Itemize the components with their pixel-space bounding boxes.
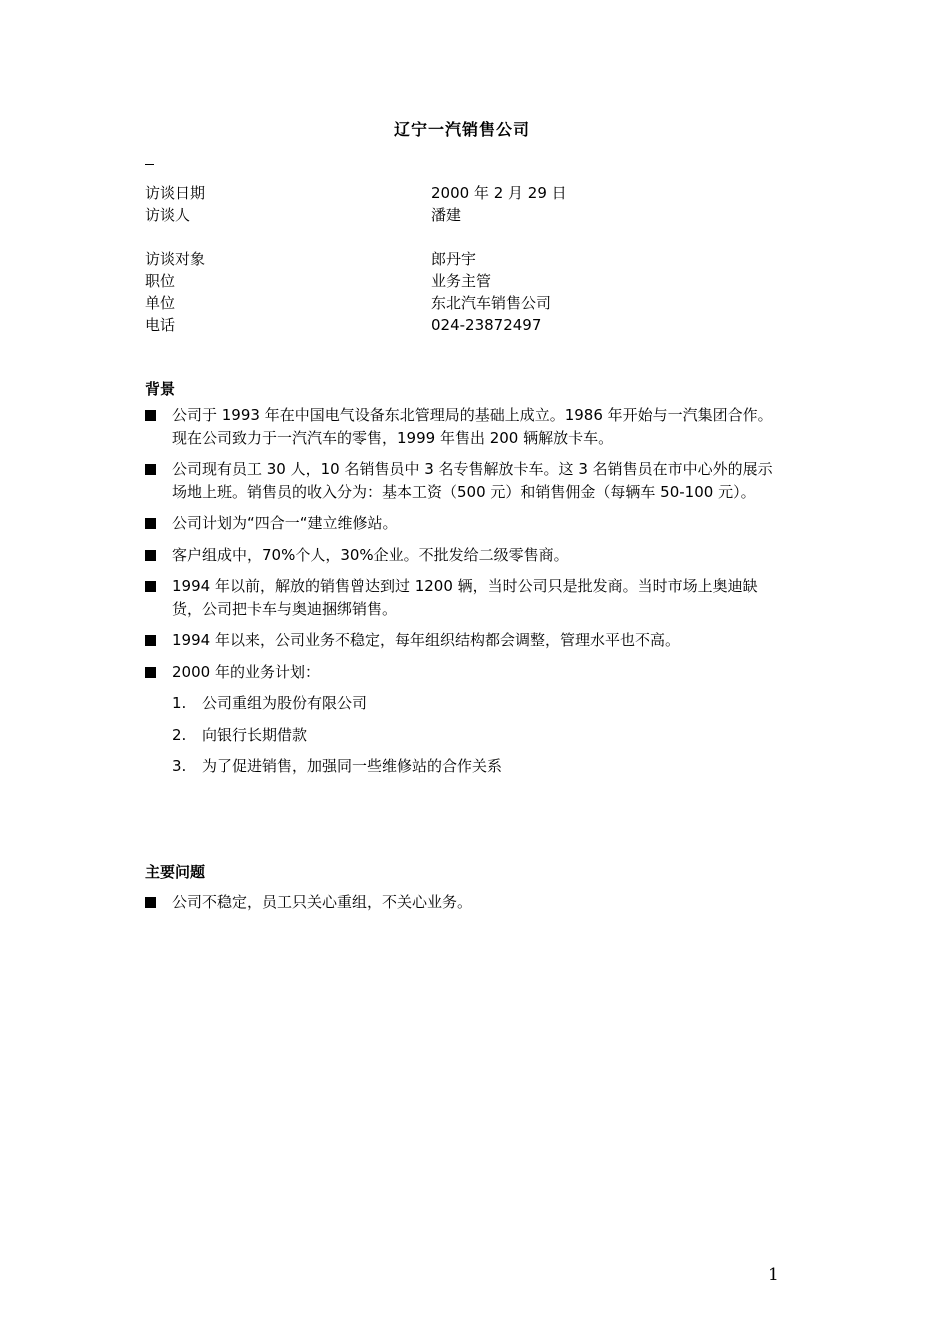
info-row-interviewee <box>145 248 567 270</box>
info-row-interviewer <box>145 204 567 226</box>
list-item <box>145 544 785 567</box>
document-title: 辽宁一汽销售公司 <box>393 120 530 139</box>
list-item-text: 公司不稳定，员工只关心重组，不关心业务。 <box>172 893 473 911</box>
plan-item <box>172 755 785 778</box>
info-row-position <box>145 270 567 292</box>
list-item-text: 1994 年以前，解放的销售曾达到过 1200 辆，当时公司只是批发商。当时市场上奥迪缺货，公司把卡车与奥迪捆绑销售。 <box>172 577 758 618</box>
list-item-text: 2000 年的业务计划： <box>172 662 320 681</box>
plan-item-number: 2. <box>172 725 187 744</box>
plan-item-text: 为了促进销售，加强同一些维修站的合作关系 <box>202 757 503 775</box>
plan-item-number: 3. <box>172 757 187 775</box>
info-value: 潘建 <box>431 206 462 224</box>
info-value: 郎丹宇 <box>431 250 477 268</box>
issues-heading: 主要问题 <box>145 863 206 881</box>
info-label: 访谈人 <box>145 206 191 224</box>
list-item <box>145 629 785 652</box>
list-item <box>145 512 785 535</box>
plan-item-number: 1. <box>172 694 187 712</box>
list-item-text: 公司于 1993 年在中国电气设备东北管理局的基础上成立。1986 年开始与一汽集团合作。现在公司致力于一汽汽车的零售，1999 年售出 200 辆解放卡车。 <box>172 406 773 447</box>
bullet-square-icon <box>145 581 156 592</box>
background-list <box>145 404 785 787</box>
plan-item-text: 向银行长期借款 <box>202 725 308 744</box>
bullet-square-icon <box>145 667 156 678</box>
info-value: 024-23872497 <box>431 316 542 334</box>
list-item <box>145 891 785 914</box>
bullet-square-icon <box>145 464 156 475</box>
list-item-text: 公司计划为“四合一“建立维修站。 <box>172 514 398 532</box>
info-value: 东北汽车销售公司 <box>431 294 552 312</box>
info-row-organization <box>145 292 567 314</box>
plan-item-text: 公司重组为股份有限公司 <box>202 694 368 712</box>
info-label: 职位 <box>145 272 176 290</box>
bullet-square-icon <box>145 410 156 421</box>
list-item <box>145 575 785 620</box>
page-number: 1 <box>768 1265 779 1285</box>
list-item <box>145 404 785 449</box>
bullet-square-icon <box>145 897 156 908</box>
info-label: 访谈对象 <box>145 250 206 268</box>
bullet-square-icon <box>145 635 156 646</box>
list-item <box>145 458 785 503</box>
info-label: 电话 <box>145 316 176 334</box>
info-row-phone <box>145 314 567 336</box>
issues-list <box>145 891 785 923</box>
info-label: 访谈日期 <box>145 184 206 202</box>
bullet-square-icon <box>145 518 156 529</box>
list-item-text: 客户组成中，70%个人，30%企业。不批发给二级零售商。 <box>172 545 569 564</box>
list-item-text: 公司现有员工 30 人，10 名销售员中 3 名专售解放卡车。这 3 名销售员在市中心外的展示场地上班。销售员的收入分为：基本工资（500 元）和销售佣金（每辆车 50-100 元）。 <box>172 460 773 501</box>
list-item-text: 1994 年以来，公司业务不稳定，每年组织结构都会调整，管理水平也不高。 <box>172 631 680 649</box>
bullet-square-icon <box>145 550 156 561</box>
info-row-date <box>145 182 567 204</box>
plan-item <box>172 692 785 715</box>
interview-info-table <box>145 182 567 336</box>
info-value: 业务主管 <box>431 272 492 290</box>
info-label: 单位 <box>145 294 176 312</box>
list-item <box>145 661 785 684</box>
info-value: 2000 年 2 月 29 日 <box>431 184 567 202</box>
background-heading: 背景 <box>145 380 176 398</box>
header-dash <box>145 164 154 165</box>
plan-item <box>172 724 785 747</box>
